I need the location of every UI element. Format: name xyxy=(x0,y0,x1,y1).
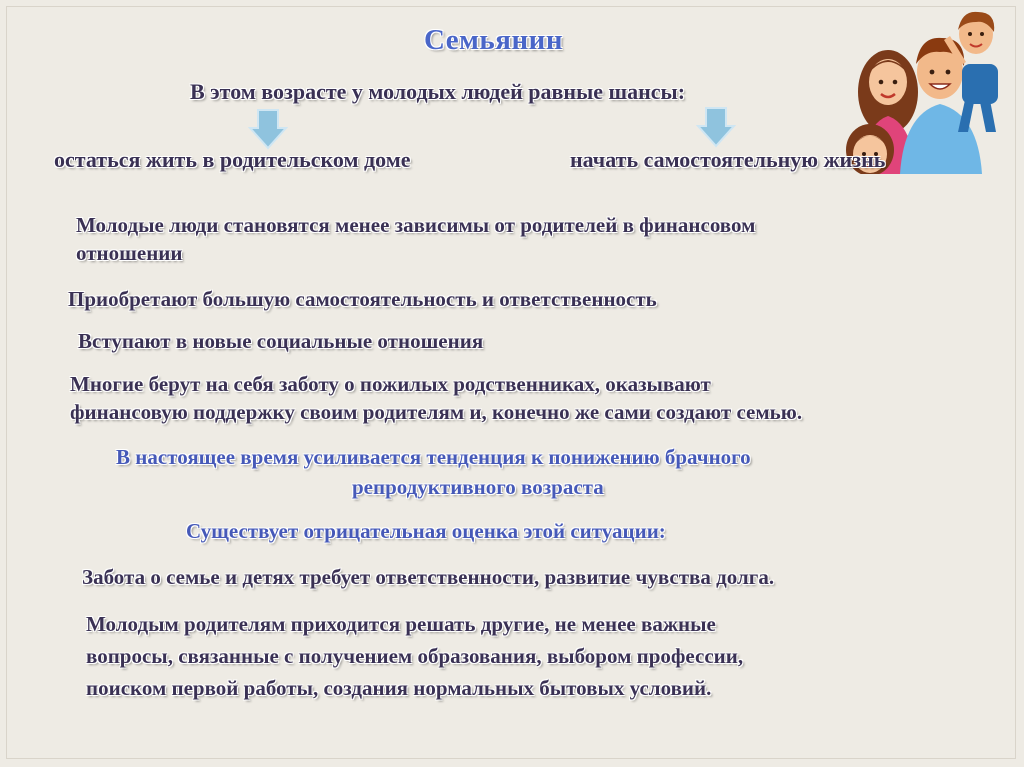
option-left: остаться жить в родительском доме xyxy=(54,147,411,172)
trend-text: репродуктивного возраста xyxy=(352,475,604,499)
negative-assessment: Существует отрицательная оценка этой ситуации: xyxy=(186,519,666,543)
point-text: Молодые люди становятся менее зависимы от родителей в финансовом xyxy=(76,213,756,237)
point-text: Вступают в новые социальные отношения xyxy=(78,329,484,353)
down-arrow-icon xyxy=(248,108,288,150)
point-text: финансовую поддержку своим родителям и, конечно же сами создают семью. xyxy=(70,400,803,424)
option-right: начать самостоятельную жизнь xyxy=(570,147,886,172)
point-text: Приобретают большую самостоятельность и ответственность xyxy=(68,287,657,311)
point-text: отношении xyxy=(76,241,183,265)
parents-text: вопросы, связанные с получением образования, выбором профессии, xyxy=(86,644,744,668)
trend-text: В настоящее время усиливается тенденция к понижению брачного xyxy=(116,445,751,469)
parents-text: поиском первой работы, создания нормальных бытовых условий. xyxy=(86,676,712,700)
point-text: Многие берут на себя заботу о пожилых родственниках, оказывают xyxy=(70,372,711,396)
parents-text: Молодым родителям приходится решать другие, не менее важные xyxy=(86,612,716,636)
slide-title: Семьянин xyxy=(424,24,564,56)
subtitle: В этом возрасте у молодых людей равные шансы: xyxy=(190,79,686,104)
down-arrow-icon xyxy=(696,106,736,148)
duty-text: Забота о семье и детях требует ответственности, развитие чувства долга. xyxy=(82,565,775,589)
